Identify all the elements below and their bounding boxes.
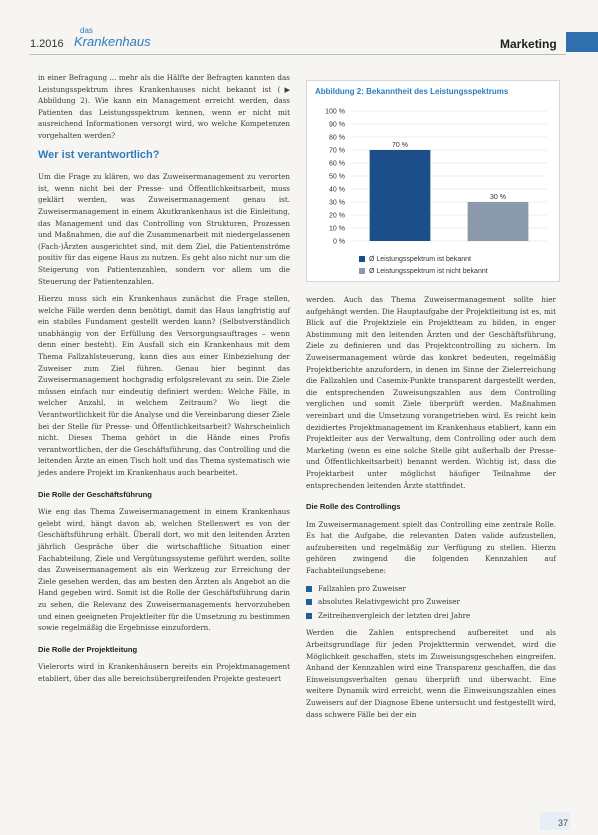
header-rule [30, 54, 566, 55]
chart-bar [370, 150, 431, 241]
subheading: Die Rolle der Projektleitung [38, 644, 138, 654]
page-number: 37 [558, 818, 569, 828]
y-tick-label: 70 % [329, 147, 345, 155]
subheading: Die Rolle der Geschäftsführung [38, 489, 152, 499]
paragraph: Hierzu muss sich ein Krankenhaus zunächst die Frage stellen, welche Fälle werden denn benötigt, damit das Haus langfristig auf ein stabiles Fundament gestellt werden kann? (Selbstverständlich unabhängig von der Erfüllung des Versorgungsauftrages – wenn denn einer besteht). Ein Ausfall sich ein Krankenhaus mit dem Thema Fallzahlsteuerung, kann dies aus einer Einbeziehung der Zuweiser zum Ziel führen. Genau hier beginnt das Zuweisermanagement hochgradig erfolgsrelevant zu sein. Die Ziele müssen einfach nur eindeutig definiert werden: Welche Fälle, in welcher Anzahl, in welchem Zeitraum? Wo liegt die Verantwortlichkeit für die Analyse und die Vereinbarung dieser Ziele bei der Stelle für Presse- und Öffentlichkeitsarbeit? Wahrscheinlich nicht. Dieses Thema gehört in die Hände eines Profis verantwortlichen, der die Geschäftsführung, das Controlling und die leitenden Ärzte an einen Tisch holt und das Thema systematisch wie jedes andere Projekt im Krankenhaus auch bearbeitet. [38, 294, 290, 477]
paragraph: Vielerorts wird in Krankenhäusern bereits ein Projektmanagement etabliert, über das alle bereichsübergreifenden Projekte gesteuert [38, 662, 290, 683]
figure-chart [306, 80, 560, 282]
paragraph: Um die Frage zu klären, wo das Zuweisermanagement zu verorten ist, wenn nicht bei der Presse- und Öffentlichkeitsarbeit, muss geklärt werden, was Zuweisermanagement genau ist. Zuweisermanagement in einem Akutkrankenhaus ist die Einleitung, das Management und das Controlling von Strukturen, Prozessen und Maßnahmen, die auf die Zusammenarbeit mit niedergelassenen (Fach-)Ärzten ausgerichtet sind, mit dem Ziel, die Patientenströme positiv für das eigene Haus zu nutzen. Es geht also nicht nur um die Steigerung von Patientenzahlen, sondern vor allem um die Steuerung der Patientenzahlen. [38, 172, 290, 286]
page-header [0, 0, 598, 52]
section-title: Marketing [500, 37, 557, 51]
chart-title: Abbildung 2: Bekanntheit des Leistungsspektrums [315, 87, 509, 96]
y-tick-label: 20 % [329, 212, 345, 220]
y-tick-label: 0 % [332, 238, 345, 246]
legend-label: Ø Leistungsspektrum ist nicht bekannt [369, 267, 488, 275]
section-heading: Wer ist verantwortlich? [38, 148, 160, 161]
left-column [38, 72, 290, 691]
bar-value-label: 30 % [490, 194, 506, 201]
paragraph: Werden die Zahlen entsprechend aufbereitet und als Arbeitsgrundlage für jeden Projekttermin verwendet, wird die Möglichkeit geschaffen, stets im Zuweisungsgeschehen eingreifen. Anhand der Kennzahlen wird eine Transparenz geschaffen, die das Einweisungsverhalten genau überprüft und überwacht. Eine weitere Dynamik wird erreicht, wenn die Einweisungszahlen eines Zuweisers auf der Diagnose Ebene untersucht und festgestellt wird, dass schwere Fälle bei der ein [306, 628, 556, 719]
bullet-item: Zeitreihenvergleich der letzten drei Jahre [306, 610, 556, 622]
brand-logo [74, 27, 151, 48]
issue-number: 1.2016 [30, 38, 64, 50]
brand-main-text: Krankenhaus [74, 34, 151, 49]
legend-item [359, 265, 488, 277]
bullet-item: Fallzahlen pro Zuweiser [306, 583, 556, 595]
y-tick-label: 100 % [325, 108, 345, 116]
bar-value-label: 70 % [392, 142, 408, 149]
bullet-item: absolutes Relativgewicht pro Zuweiser [306, 596, 556, 608]
chart-legend [359, 253, 488, 277]
paragraph: Wie eng das Thema Zuweisermanagement in einem Krankenhaus gelebt wird, hängt davon ab, welchen Stellenwert es von der Geschäftsführung erhält. Überall dort, wo mit den leitenden Ärzten jährlich Gespräche über die wirtschaftliche Situation einer Fachabteilung, Ziele und Vergütungssysteme geführt werden, sollte das Zuweisermanagement als ein Werkzeug zur Erreichung der Ziele gesehen werden, das am besten den Ärzten als Angebot an die Hand gegeben wird. Somit ist die Rolle der Geschäftsführung darin zu sehen, die Relevanz des Zuweisermanagements hervorzuheben und einen geeigneten Projektleiter für die Umsetzung zu bestimmen sowie regelmäßig die Ergebnisse einzufordern. [38, 507, 290, 633]
y-tick-label: 50 % [329, 173, 345, 181]
legend-label: Ø Leistungsspektrum ist bekannt [369, 255, 471, 263]
legend-swatch [359, 256, 365, 262]
right-column [306, 294, 556, 726]
y-tick-label: 40 % [329, 186, 345, 194]
legend-item [359, 253, 488, 265]
paragraph: werden. Auch das Thema Zuweisermanagement sollte hier aufgehängt werden. Die Hauptaufgabe der Projektleitung ist es, mit Blick auf die Projektziele ein Projektteam zu bilden, in enger Abstimmung mit den leitenden Ärzten und der Geschäftsführung, Ziele zu definieren und das Projektcontrolling zu sichern. Im Zuweisermanagement würde das konkret bedeuten, regelmäßig Projektberichte anzufordern, in denen im Sinne der Zielerreichung die Fallzahlen und Casemix-Punkte transparent dargestellt werden, die entsprechenden Zuweisungszahlen aus dem Controlling verglichen und somit Ziele überprüft werden. Maßnahmen vereinbart und die Umsetzung vorangetrieben wird. Es reicht kein dezidiertes Projektmanagement im Krankenhaus etabliert, kann ein Projektleiter aus der Verwaltung, dem Controlling oder auch dem Marketing (wenn es eine solche Stelle gibt außerhalb der Presse- und Öffentlichkeitsarbeit) benannt werden. Wichtig ist, dass die Projektarbeit unter möglichst häufiger Teilnahme der entsprechenden leitenden Ärzte stattfindet. [306, 295, 556, 490]
chart-bar [468, 202, 529, 241]
y-tick-label: 10 % [329, 225, 345, 233]
section-color-tab [566, 32, 598, 52]
y-tick-label: 90 % [329, 121, 345, 129]
paragraph: Im Zuweisermanagement spielt das Controlling eine zentrale Rolle. Es hat die Aufgabe, die relevanten Daten valide aufzustellen, aufzubereiten und regelmäßig zur Verfügung zu stellen. Hierzu gehören zwingend die folgenden Kennzahlen auf Fachabteilungsebene: [306, 519, 556, 576]
subheading: Die Rolle des Controllings [306, 502, 401, 512]
y-tick-label: 60 % [329, 160, 345, 168]
bar-chart [307, 81, 559, 281]
intro-paragraph: in einer Befragung ... mehr als die Hälfte der Befragten kannten das Leistungsspektrum ihres Krankenhauses nicht bekannt ist (▶ Abbildung 2). Wie kann ein Management erreicht werden, dass Patienten das Leistungsspektrum kennen, wenn er nicht mit ausreichend Informationen versorgt wird, wo welche Kompetenzen vorgehalten werden? [38, 73, 290, 140]
y-tick-label: 30 % [329, 199, 345, 207]
y-tick-label: 80 % [329, 134, 345, 142]
brand-small-text: das [80, 26, 93, 35]
bullet-list [306, 583, 556, 622]
legend-swatch [359, 268, 365, 274]
